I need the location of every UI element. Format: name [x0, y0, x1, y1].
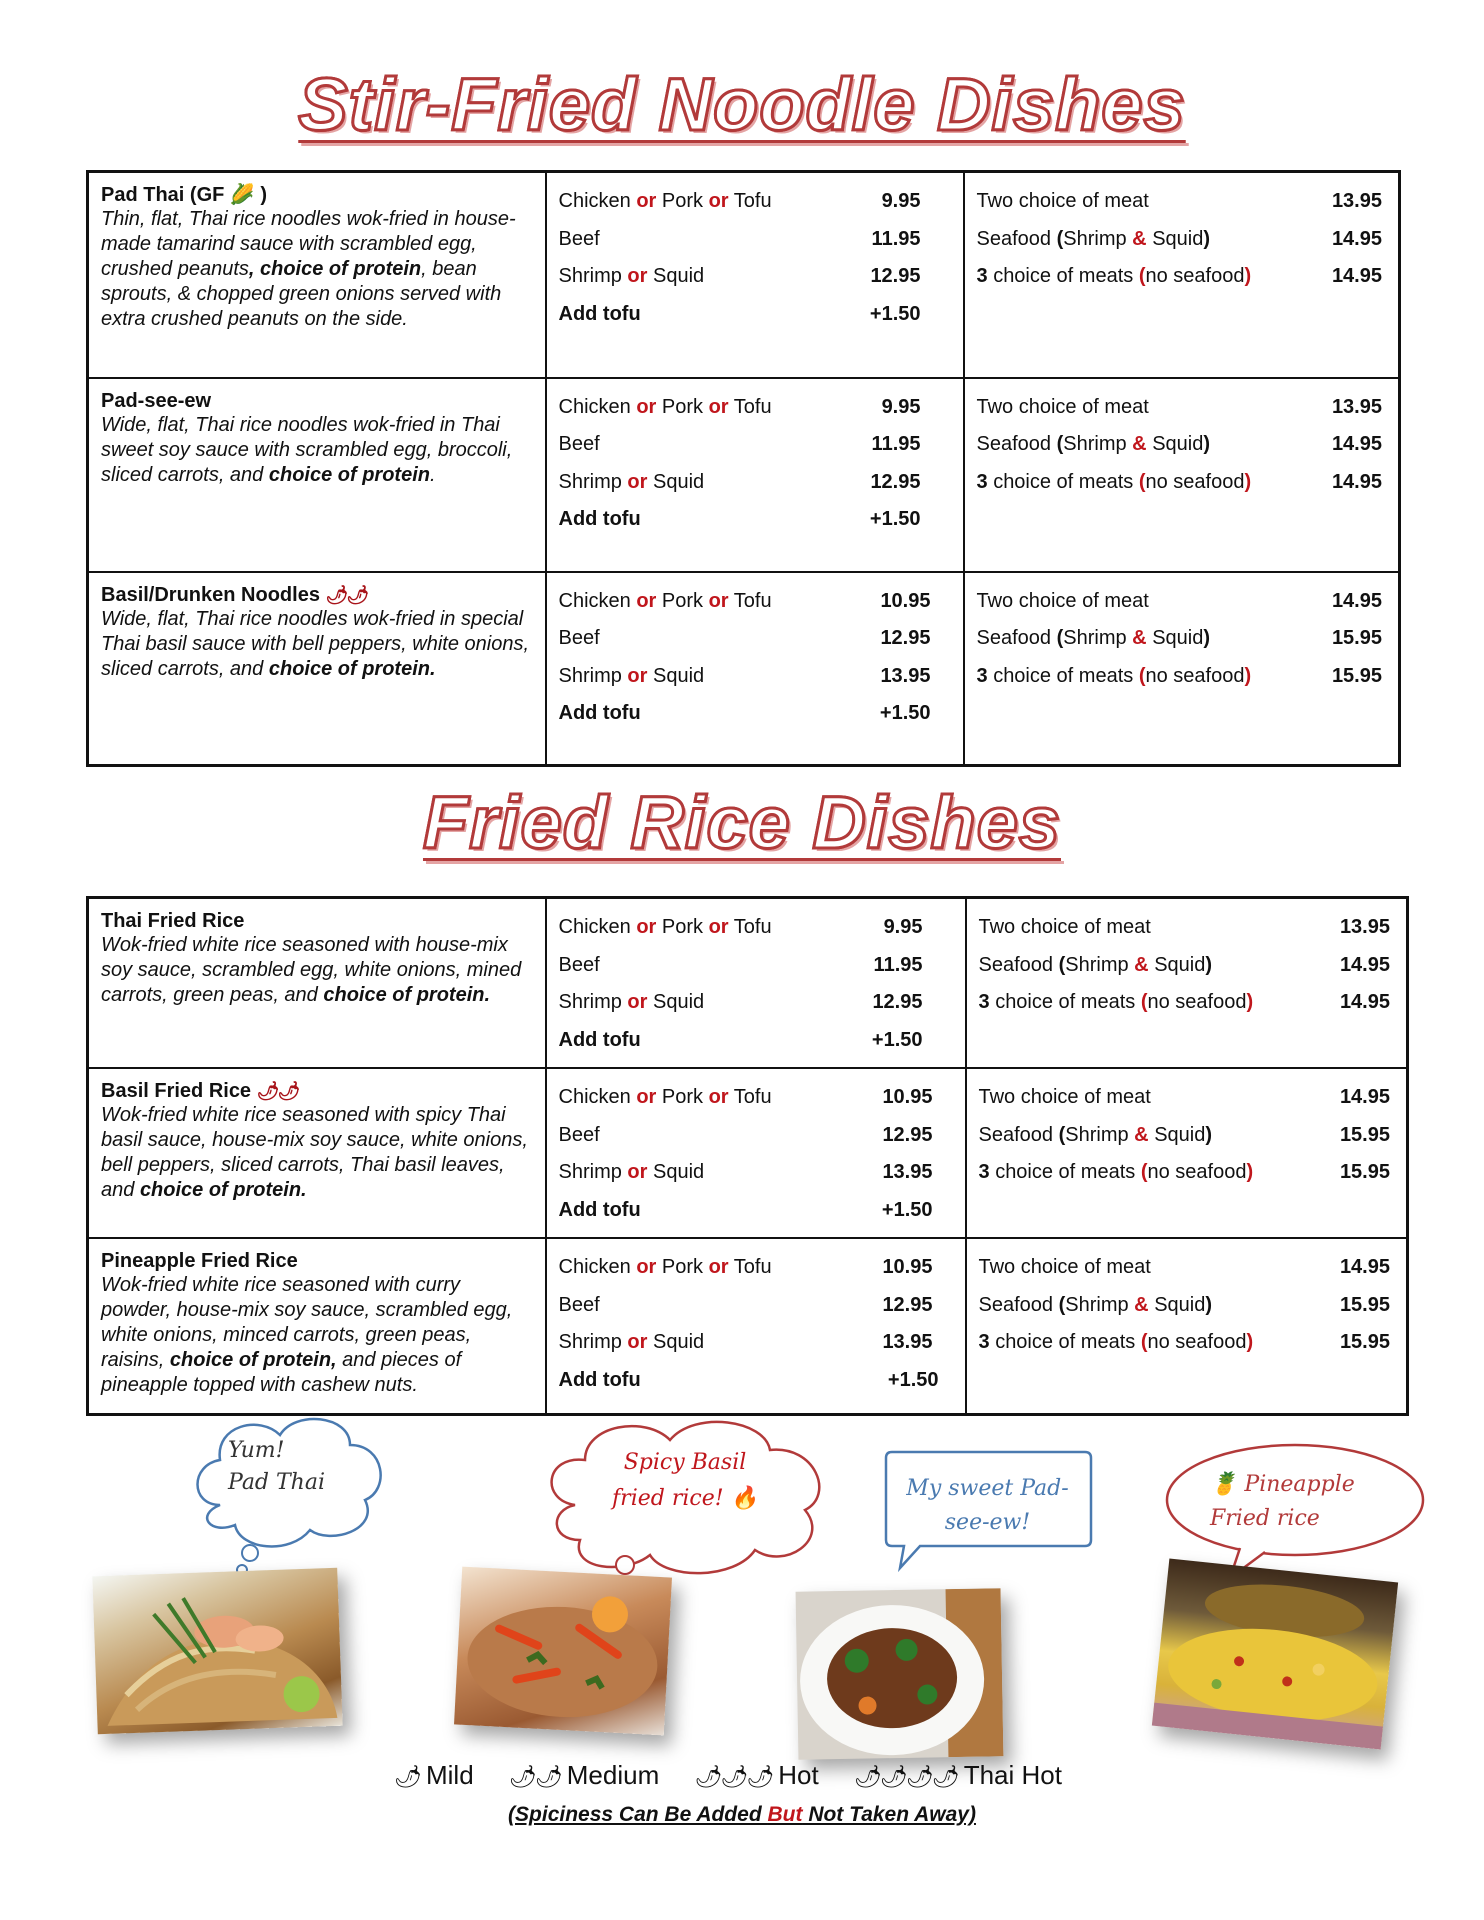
- dish-cell: [88, 378, 546, 572]
- price: 9.95: [881, 395, 921, 418]
- rice-section-title: Fried Rice Dishes: [422, 781, 1061, 864]
- price: 15.95: [1339, 1331, 1390, 1353]
- price: 11.95: [871, 227, 921, 250]
- rice-menu-table: [86, 896, 1409, 1416]
- price: 13.95: [1331, 190, 1382, 212]
- dish-name: Pineapple Fried Rice: [101, 1250, 298, 1272]
- dish-cell: [88, 1238, 546, 1414]
- dish-cell: [88, 898, 546, 1069]
- combo-cell: Two choice of meat 14.95 Seafood (Shrimp & Squid) 15.95 3 choice of meats (no seafood) 15.95: [966, 1068, 1408, 1238]
- price: 12.95: [882, 1293, 933, 1316]
- price: 13.95: [1331, 395, 1382, 418]
- price: 11.95: [871, 433, 921, 455]
- price-cell: Chicken or Pork or Tofu 10.95 Beef 12.95 Shrimp or Squid 13.95 Add tofu +1.50: [546, 572, 964, 766]
- price: 15.95: [1339, 1123, 1390, 1146]
- price: 13.95: [1339, 916, 1390, 938]
- price: 9.95: [881, 190, 921, 212]
- chili-icon: 🌶🌶🌶🌶: [853, 1764, 958, 1789]
- price: 12.95: [882, 1123, 933, 1146]
- combo-cell: Two choice of meat 13.95 Seafood (Shrimp & Squid) 14.95 3 choice of meats (no seafood) 14.95: [966, 898, 1408, 1069]
- menu-row: [88, 572, 1400, 766]
- menu-row: [88, 1238, 1408, 1414]
- price: 15.95: [1331, 664, 1382, 687]
- price: 14.95: [1339, 953, 1390, 976]
- dish-description: Thin, flat, Thai rice noodles wok-fried in house-made tamarind sauce with scrambled egg, crushed peanuts, choice of protein, bean sprouts, & chopped green onions served with extra crushed peanuts on the side.: [101, 208, 516, 330]
- price: 14.95: [1331, 433, 1382, 455]
- bubble-text-pad-thai: Yum! Pad Thai: [228, 1438, 326, 1495]
- price: 13.95: [882, 1331, 933, 1353]
- menu-row: [88, 898, 1408, 1069]
- combo-cell: Two choice of meat 14.95 Seafood (Shrimp & Squid) 15.95 3 choice of meats (no seafood) 15.95: [964, 572, 1400, 766]
- dish-name: Basil Fried Rice 🌶🌶: [101, 1080, 299, 1102]
- price: 13.95: [882, 1161, 933, 1183]
- spice-legend: 🌶 Mild 🌶🌶 Medium 🌶🌶🌶 Hot 🌶🌶🌶🌶 Thai Hot: [394, 1760, 1062, 1790]
- pad-thai-photo: [92, 1568, 342, 1734]
- price: 12.95: [870, 265, 921, 287]
- price: 14.95: [1339, 1256, 1390, 1278]
- pineapple-icon: 🍍: [1210, 1472, 1238, 1497]
- dish-name: Basil/Drunken Noodles 🌶🌶: [101, 583, 368, 606]
- price: +1.50: [871, 1028, 923, 1051]
- menu-row: [88, 378, 1400, 572]
- dish-cell: [88, 172, 546, 378]
- dish-cell: [88, 1068, 546, 1238]
- combo-cell: Two choice of meat 13.95 Seafood (Shrimp & Squid) 14.95 3 choice of meats (no seafood) 14.95: [964, 378, 1400, 572]
- price: 14.95: [1331, 227, 1382, 250]
- price: 12.95: [872, 991, 923, 1013]
- price: 15.95: [1331, 627, 1382, 649]
- combo-cell: Two choice of meat 13.95 Seafood (Shrimp & Squid) 14.95 3 choice of meats (no seafood) 14.95: [964, 172, 1400, 378]
- price: 11.95: [873, 953, 923, 976]
- dish-description: Wok-fried white rice seasoned with spicy Thai basil sauce, house-mix soy sauce, white onions, bell peppers, sliced carrots, Thai basil leaves, and choice of protein.: [101, 1104, 528, 1201]
- fire-icon: 🔥: [730, 1486, 758, 1511]
- price: 10.95: [882, 1086, 933, 1108]
- price: +1.50: [879, 702, 931, 724]
- dish-description: Wide, flat, Thai rice noodles wok-fried in special Thai basil sauce with bell peppers, white onions, sliced carrots, and choice of protein.: [101, 607, 530, 680]
- price: 14.95: [1339, 991, 1390, 1013]
- dish-description: Wok-fried white rice seasoned with curry powder, house-mix soy sauce, scrambled egg, white onions, minced carrots, green peas, raisins, choice of protein, and pieces of pineapple topped with cashew nuts.: [101, 1274, 513, 1396]
- chili-icon: 🌶🌶: [508, 1764, 561, 1789]
- price: 14.95: [1331, 470, 1382, 493]
- price: 14.95: [1339, 1086, 1390, 1108]
- dish-description: Wok-fried white rice seasoned with house-mix soy sauce, scrambled egg, white onions, mined carrots, green peas, and choice of protein.: [101, 934, 522, 1006]
- dish-name: Pad-see-ew: [101, 389, 212, 412]
- menu-row: [88, 172, 1400, 378]
- price: 15.95: [1339, 1161, 1390, 1183]
- price: +1.50: [887, 1368, 939, 1391]
- chili-icon: 🌶🌶: [325, 584, 368, 605]
- noodle-menu-table: [86, 170, 1401, 767]
- price-cell: Chicken or Pork or Tofu 9.95 Beef 11.95 Shrimp or Squid 12.95 Add tofu +1.50: [546, 172, 964, 378]
- bubble-text-basil: Spicy Basil fried rice! 🔥: [612, 1450, 758, 1511]
- price: 14.95: [1331, 265, 1382, 287]
- price: 12.95: [880, 627, 931, 649]
- price: +1.50: [869, 508, 921, 530]
- price: 10.95: [882, 1256, 933, 1278]
- price: 9.95: [883, 916, 923, 938]
- price: 12.95: [870, 470, 921, 493]
- dish-cell: [88, 572, 546, 766]
- basil-fried-rice-photo: [454, 1567, 672, 1736]
- dish-name: Pad Thai (GF 🌽 ): [101, 184, 268, 206]
- chili-icon: 🌶: [394, 1764, 420, 1789]
- combo-cell: Two choice of meat 14.95 Seafood (Shrimp & Squid) 15.95 3 choice of meats (no seafood) 15.95: [966, 1238, 1408, 1414]
- chili-icon: 🌶🌶🌶: [694, 1764, 773, 1789]
- dish-description: Wide, flat, Thai rice noodles wok-fried in Thai sweet soy sauce with scrambled egg, broccoli, sliced carrots, and choice of protein.: [101, 413, 513, 486]
- price: 15.95: [1339, 1293, 1390, 1316]
- corn-icon: 🌽: [229, 184, 255, 206]
- pad-see-ew-photo: [796, 1588, 1004, 1760]
- price-cell: Chicken or Pork or Tofu 10.95 Beef 12.95 Shrimp or Squid 13.95 Add tofu +1.50: [546, 1068, 966, 1238]
- dish-name: Thai Fried Rice: [101, 910, 245, 932]
- price-cell: Chicken or Pork or Tofu 10.95 Beef 12.95 Shrimp or Squid 13.95 Add tofu +1.50: [546, 1238, 966, 1414]
- chili-icon: 🌶🌶: [256, 1081, 299, 1101]
- price: +1.50: [869, 302, 921, 325]
- pineapple-fried-rice-photo: [1152, 1558, 1398, 1749]
- price-cell: Chicken or Pork or Tofu 9.95 Beef 11.95 Shrimp or Squid 12.95 Add tofu +1.50: [546, 898, 966, 1069]
- price: 14.95: [1331, 589, 1382, 612]
- menu-row: [88, 1068, 1408, 1238]
- noodle-section-title: Stir-Fried Noodle Dishes: [298, 63, 1186, 146]
- price-cell: Chicken or Pork or Tofu 9.95 Beef 11.95 Shrimp or Squid 12.95 Add tofu +1.50: [546, 378, 964, 572]
- price: 13.95: [880, 664, 931, 687]
- price: 10.95: [880, 589, 931, 612]
- price: +1.50: [881, 1198, 933, 1221]
- spiciness-note: (Spiciness Can Be Added But Not Taken Away): [508, 1803, 976, 1826]
- bubble-text-pineapple: 🍍 Pineapple Fried rice: [1210, 1472, 1355, 1531]
- bubble-text-pad-see-ew: My sweet Pad- see-ew!: [906, 1476, 1069, 1535]
